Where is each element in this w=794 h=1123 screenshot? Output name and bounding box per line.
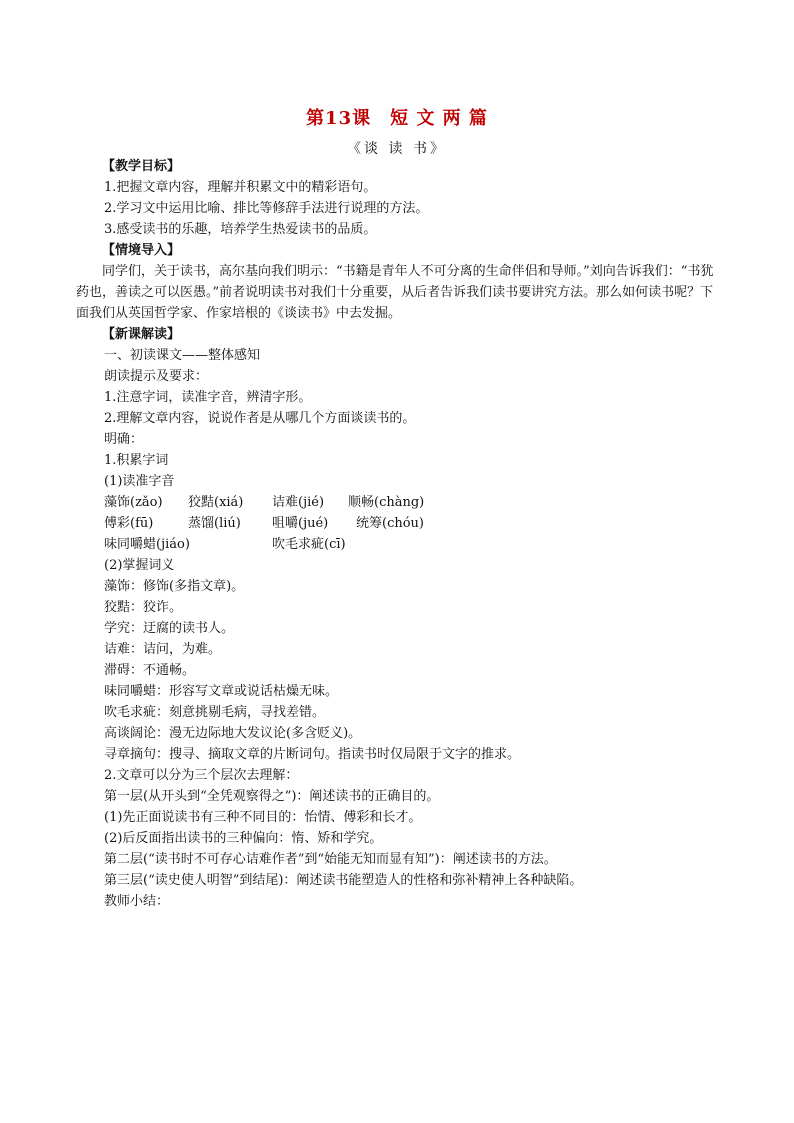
- reading-prompt: 朗读提示及要求：: [104, 369, 209, 384]
- article-title: 《谈 读 书》: [347, 141, 447, 157]
- section-heading: 一、初读课文——整体感知: [104, 348, 261, 363]
- goal-item: 3.感受读书的乐趣，培养学生热爱读书的品质。: [104, 222, 377, 237]
- layer-item: 第二层(“读书时不可存心诘难作者”到“始能无知而显有知”)：阐述读书的方法。: [104, 852, 557, 867]
- meaning-item: 高谈阔论：漫无边际地大发议论(多含贬义)。: [104, 726, 362, 741]
- pronunciation-item: 藻饰(zǎo): [104, 495, 163, 510]
- requirement-item: 1.注意字词，读准字音，辨清字形。: [104, 390, 312, 405]
- structure-heading: 2.文章可以分为三个层次去理解：: [104, 768, 299, 783]
- pronunciation-row: [76, 492, 726, 513]
- vocab-heading: 1.积累字词: [104, 453, 169, 468]
- meaning-item: 狡黠：狡诈。: [104, 600, 183, 615]
- lesson-heading: 【新课解读】: [102, 327, 181, 342]
- pronunciation-item: 味同嚼蜡(jiáo): [104, 537, 190, 552]
- pronunciation-item: 狡黠(xiá): [188, 495, 244, 510]
- meaning-heading: (2)掌握词义: [104, 558, 175, 573]
- layer-item: (2)后反面指出读书的三种偏向：惰、矫和学究。: [104, 831, 383, 846]
- meaning-item: 滞碍：不通畅。: [104, 663, 196, 678]
- pronunciation-item: 蒸馏(liú): [188, 516, 241, 531]
- meaning-item: 学究：迂腐的读书人。: [104, 621, 235, 636]
- requirement-item: 2.理解文章内容，说说作者是从哪几个方面谈读书的。: [104, 411, 416, 426]
- goal-item: 2.学习文中运用比喻、排比等修辞手法进行说理的方法。: [104, 201, 429, 216]
- meaning-item: 寻章摘句：搜寻、摘取文章的片断词句。指读书时仅局限于文字的推求。: [104, 747, 521, 762]
- clarify-label: 明确：: [104, 432, 144, 447]
- summary-label: 教师小结：: [104, 894, 170, 909]
- goal-item: 1.把握文章内容，理解并积累文中的精彩语句。: [104, 180, 377, 195]
- lesson-title: 第13课 短 文 两 篇: [306, 108, 488, 129]
- pronunciation-item: 傅彩(fū): [104, 516, 154, 531]
- pronunciation-row: [76, 513, 726, 534]
- meaning-item: 吹毛求疵：刻意挑剔毛病，寻找差错。: [104, 705, 326, 720]
- pronunciation-item: 顺畅(chàng): [348, 495, 425, 510]
- pronunciation-item: 咀嚼(jué): [272, 516, 329, 531]
- intro-paragraph: 同学们，关于读书，高尔基向我们明示：“书籍是青年人不可分离的生命伴侣和导师。”刘向告诉我们：“书犹药也，善读之可以医愚。”前者说明读书对我们十分重要，从后者告诉我们读书要讲究方法。那么如何读书呢？下面我们从英国哲学家、作家培根的《谈读书》中去发掘。: [76, 264, 714, 321]
- layer-item: 第三层(“读史使人明智”到结尾)：阐述读书能塑造人的性格和弥补精神上各种缺陷。: [104, 873, 583, 888]
- layer-item: 第一层(从开头到“全凭观察得之”)：阐述读书的正确目的。: [104, 789, 440, 804]
- meaning-item: 味同嚼蜡：形容写文章或说话枯燥无味。: [104, 684, 339, 699]
- meaning-item: 诘难：诘问，为难。: [104, 642, 222, 657]
- goals-heading: 【教学目标】: [102, 159, 181, 174]
- pronunciation-item: 统筹(chóu): [356, 516, 424, 531]
- meaning-item: 藻饰：修饰(多指文章)。: [104, 579, 245, 594]
- pronunciation-item: 诘难(jié): [272, 495, 325, 510]
- pronunciation-heading: (1)读准字音: [104, 474, 175, 489]
- intro-heading: 【情境导入】: [102, 243, 181, 258]
- document-body: [76, 156, 726, 912]
- layer-item: (1)先正面说读书有三种不同目的：怡情、傅彩和长才。: [104, 810, 422, 825]
- pronunciation-item: 吹毛求疵(cī): [272, 537, 346, 552]
- pronunciation-row: [76, 534, 726, 555]
